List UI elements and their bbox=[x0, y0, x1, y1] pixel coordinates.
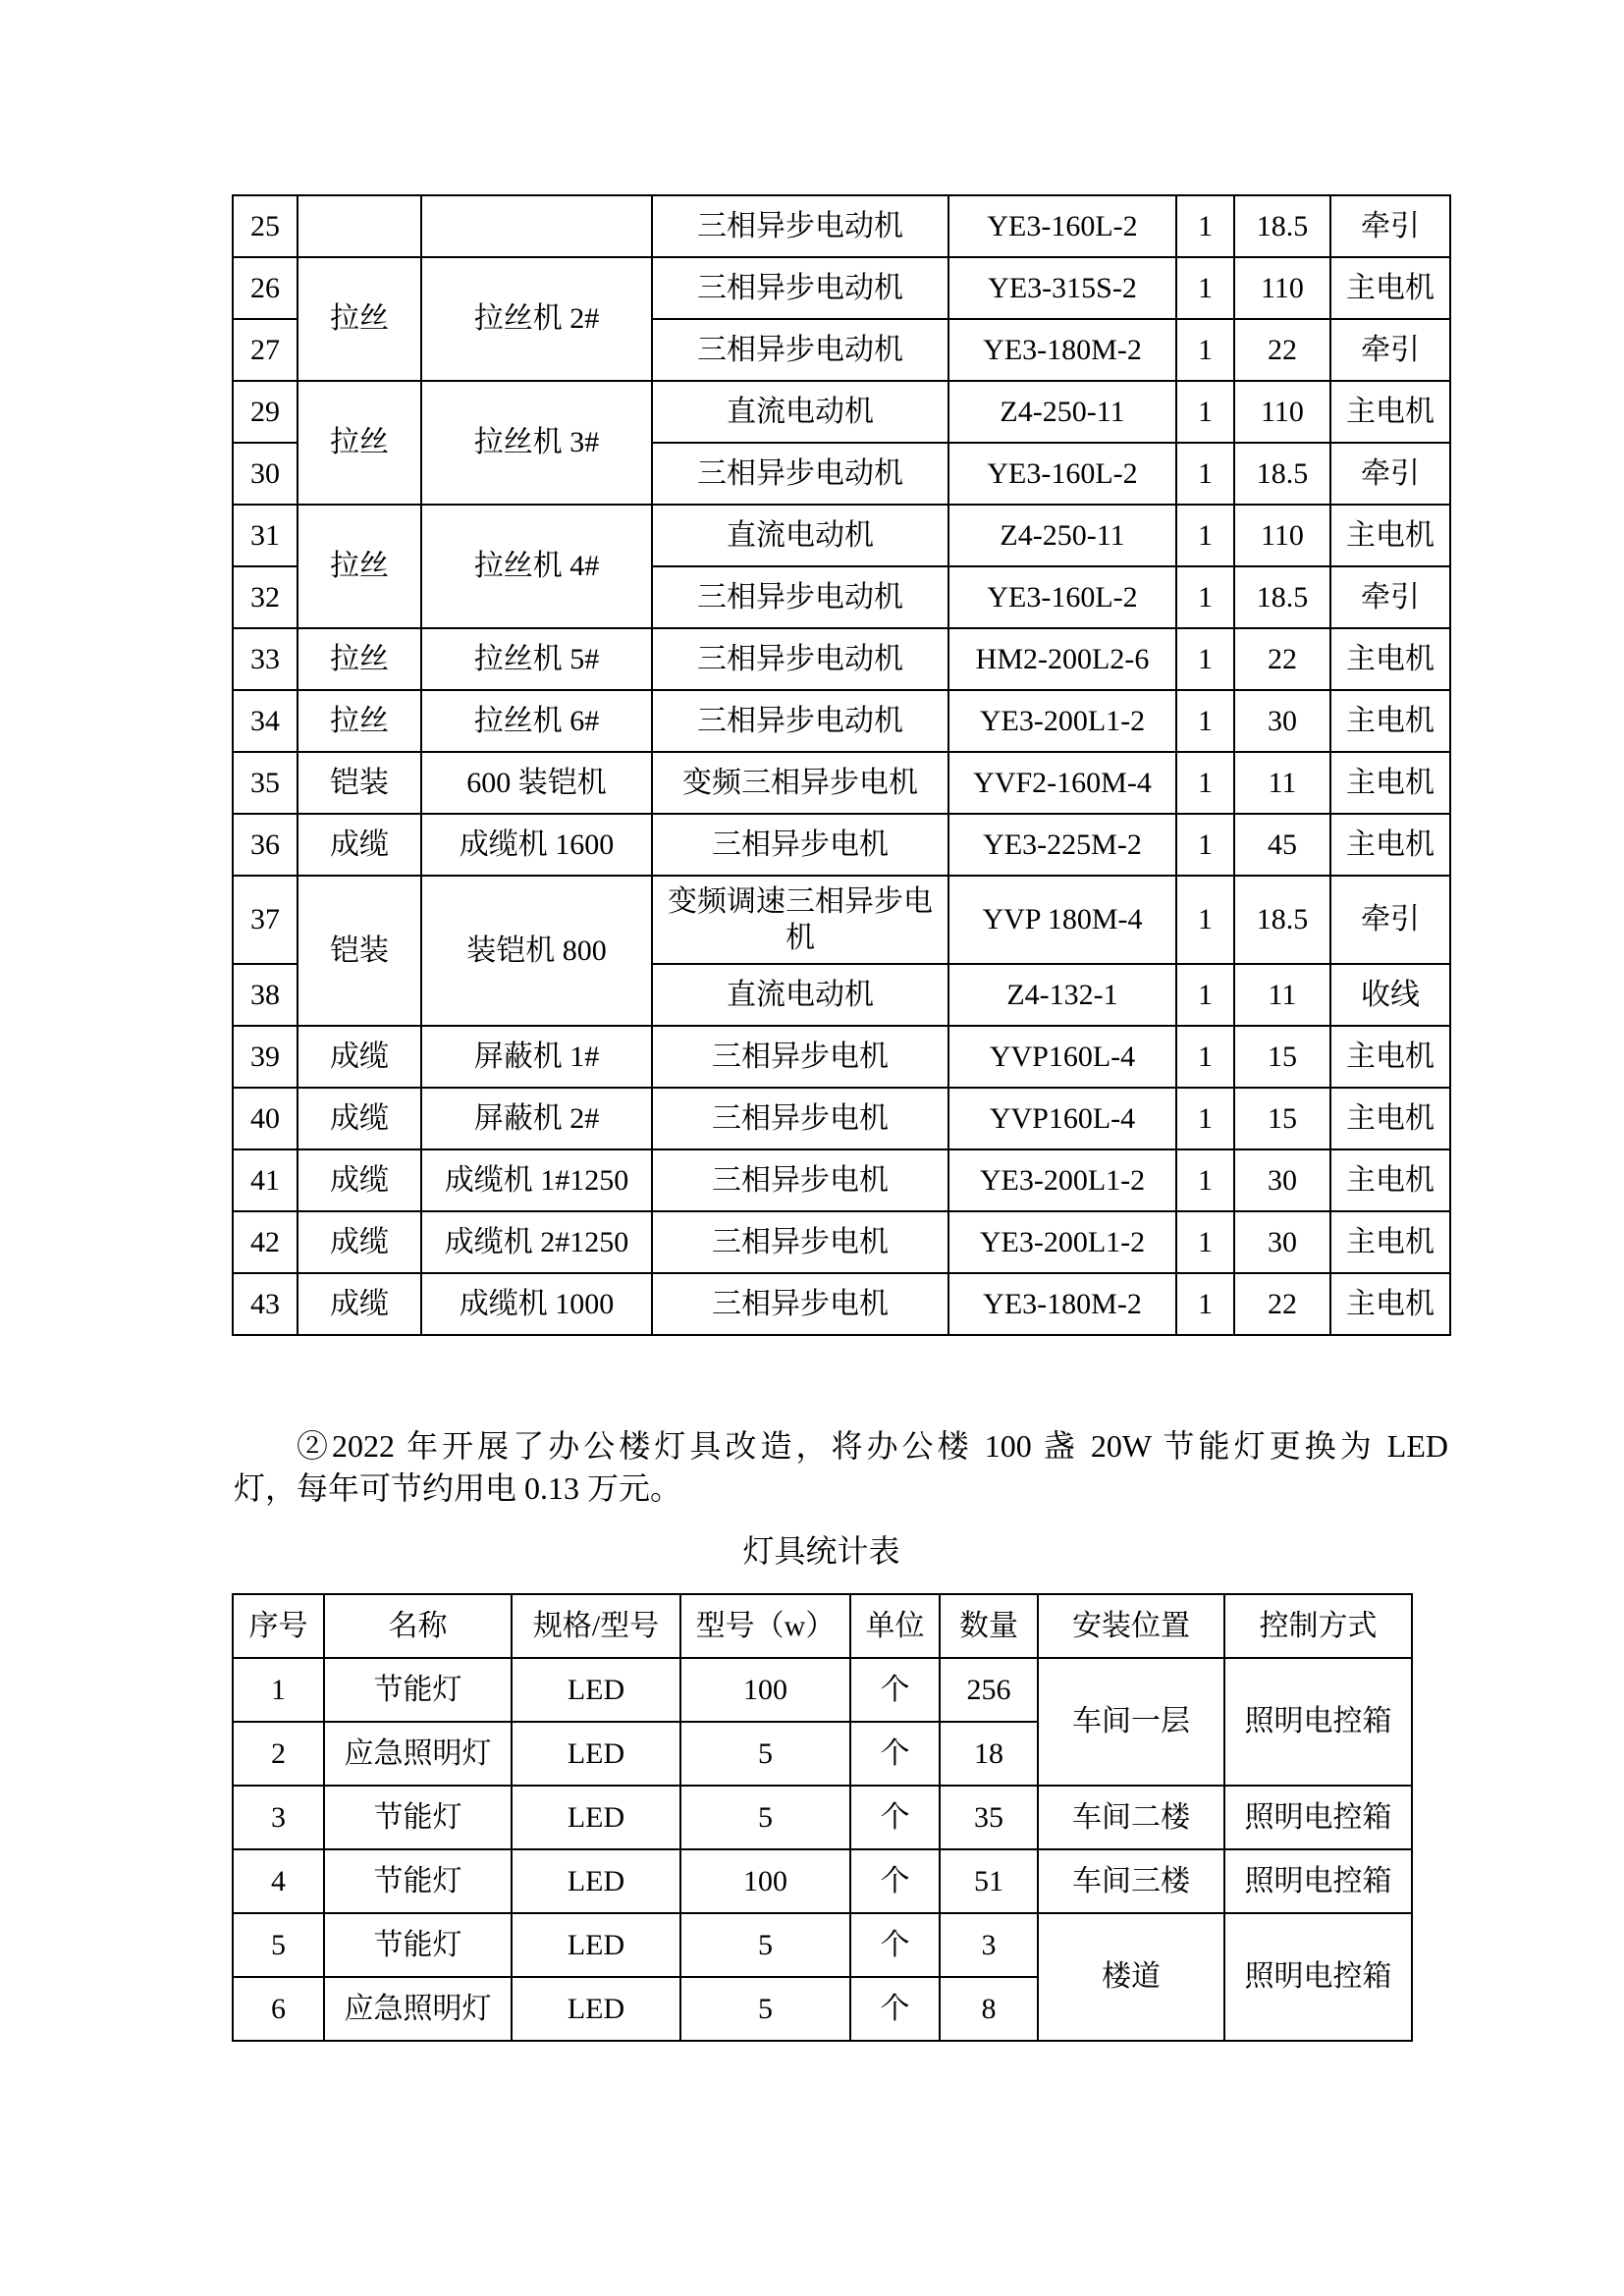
motor-type-cell: 直流电动机 bbox=[652, 381, 948, 443]
quantity-header: 数量 bbox=[940, 1594, 1038, 1658]
usage-cell: 主电机 bbox=[1330, 505, 1450, 566]
power-kw-cell: 22 bbox=[1234, 1273, 1330, 1335]
seq-no-cell: 6 bbox=[233, 1977, 324, 2041]
quantity-cell: 1 bbox=[1176, 814, 1234, 876]
unit-header: 单位 bbox=[850, 1594, 940, 1658]
row-number-cell: 35 bbox=[233, 752, 298, 814]
model-cell: Z4-132-1 bbox=[948, 964, 1176, 1026]
usage-cell: 主电机 bbox=[1330, 1088, 1450, 1149]
model-w-cell: 5 bbox=[680, 1977, 850, 2041]
quantity-cell: 51 bbox=[940, 1849, 1038, 1913]
motor-type-cell: 直流电动机 bbox=[652, 505, 948, 566]
model-w-cell: 100 bbox=[680, 1849, 850, 1913]
table-row bbox=[233, 752, 1450, 814]
table-row bbox=[233, 1786, 1412, 1849]
quantity-cell: 1 bbox=[1176, 257, 1234, 319]
model-cell: YVP160L-4 bbox=[948, 1088, 1176, 1149]
usage-cell: 主电机 bbox=[1330, 1273, 1450, 1335]
lamp-statistics-table bbox=[232, 1593, 1413, 2042]
motor-type-cell: 三相异步电机 bbox=[652, 814, 948, 876]
equipment-name-cell: 成缆机 1600 bbox=[421, 814, 652, 876]
table-row bbox=[233, 505, 1450, 566]
row-number-cell: 38 bbox=[233, 964, 298, 1026]
unit-cell: 个 bbox=[850, 1786, 940, 1849]
equipment-name-cell: 成缆机 2#1250 bbox=[421, 1211, 652, 1273]
table-row bbox=[233, 814, 1450, 876]
name-header: 名称 bbox=[324, 1594, 512, 1658]
model-w-cell: 5 bbox=[680, 1722, 850, 1786]
usage-cell: 主电机 bbox=[1330, 752, 1450, 814]
table-row bbox=[233, 257, 1450, 319]
usage-cell: 主电机 bbox=[1330, 1211, 1450, 1273]
paragraph-line-1: ②2022 年开展了办公楼灯具改造，将办公楼 100 盏 20W 节能灯更换为 LED bbox=[297, 1428, 1448, 1464]
process-cell: 成缆 bbox=[298, 1149, 421, 1211]
process-cell: 拉丝 bbox=[298, 257, 421, 381]
motor-type-cell: 三相异步电动机 bbox=[652, 443, 948, 505]
equipment-name-cell: 屏蔽机 1# bbox=[421, 1026, 652, 1088]
spec-model-cell: LED bbox=[512, 1658, 680, 1722]
quantity-cell: 256 bbox=[940, 1658, 1038, 1722]
install-location-cell: 楼道 bbox=[1038, 1913, 1224, 2041]
usage-cell: 主电机 bbox=[1330, 690, 1450, 752]
power-kw-cell: 30 bbox=[1234, 1149, 1330, 1211]
paragraph-line-2: 灯，每年可节约用电 0.13 万元。 bbox=[234, 1470, 682, 1506]
model-w-cell: 100 bbox=[680, 1658, 850, 1722]
quantity-cell: 1 bbox=[1176, 381, 1234, 443]
model-cell: YE3-200L1-2 bbox=[948, 1211, 1176, 1273]
seq-no-cell: 4 bbox=[233, 1849, 324, 1913]
model-w-header: 型号（w） bbox=[680, 1594, 850, 1658]
power-kw-cell: 18.5 bbox=[1234, 443, 1330, 505]
process-cell: 成缆 bbox=[298, 814, 421, 876]
model-w-cell: 5 bbox=[680, 1786, 850, 1849]
power-kw-cell: 11 bbox=[1234, 964, 1330, 1026]
name-cell: 节能灯 bbox=[324, 1786, 512, 1849]
power-kw-cell: 45 bbox=[1234, 814, 1330, 876]
process-cell: 拉丝 bbox=[298, 628, 421, 690]
quantity-cell: 35 bbox=[940, 1786, 1038, 1849]
process-cell: 铠装 bbox=[298, 752, 421, 814]
model-cell: Z4-250-11 bbox=[948, 505, 1176, 566]
quantity-cell: 8 bbox=[940, 1977, 1038, 2041]
quantity-cell: 1 bbox=[1176, 876, 1234, 964]
seq-no-header: 序号 bbox=[233, 1594, 324, 1658]
equipment-name-cell: 拉丝机 6# bbox=[421, 690, 652, 752]
name-cell: 节能灯 bbox=[324, 1849, 512, 1913]
table-row bbox=[233, 628, 1450, 690]
equipment-name-cell: 装铠机 800 bbox=[421, 876, 652, 1026]
power-kw-cell: 22 bbox=[1234, 628, 1330, 690]
install-location-cell: 车间一层 bbox=[1038, 1658, 1224, 1786]
power-kw-cell: 110 bbox=[1234, 381, 1330, 443]
control-mode-header: 控制方式 bbox=[1224, 1594, 1412, 1658]
quantity-cell: 1 bbox=[1176, 505, 1234, 566]
unit-cell: 个 bbox=[850, 1658, 940, 1722]
motor-type-cell: 三相异步电动机 bbox=[652, 628, 948, 690]
equipment-name-cell: 拉丝机 4# bbox=[421, 505, 652, 628]
quantity-cell: 1 bbox=[1176, 443, 1234, 505]
quantity-cell: 1 bbox=[1176, 1026, 1234, 1088]
model-cell: YVP160L-4 bbox=[948, 1026, 1176, 1088]
equipment-name-cell: 600 装铠机 bbox=[421, 752, 652, 814]
motor-type-cell: 三相异步电机 bbox=[652, 1026, 948, 1088]
row-number-cell: 32 bbox=[233, 566, 298, 628]
model-cell: YVP 180M-4 bbox=[948, 876, 1176, 964]
row-number-cell: 36 bbox=[233, 814, 298, 876]
model-cell: YE3-225M-2 bbox=[948, 814, 1176, 876]
process-cell: 拉丝 bbox=[298, 690, 421, 752]
quantity-cell: 1 bbox=[1176, 964, 1234, 1026]
power-kw-cell: 110 bbox=[1234, 257, 1330, 319]
row-number-cell: 42 bbox=[233, 1211, 298, 1273]
usage-cell: 收线 bbox=[1330, 964, 1450, 1026]
equipment-name-cell: 成缆机 1#1250 bbox=[421, 1149, 652, 1211]
motor-type-cell: 三相异步电动机 bbox=[652, 566, 948, 628]
equipment-name-cell bbox=[421, 195, 652, 257]
quantity-cell: 18 bbox=[940, 1722, 1038, 1786]
process-cell: 拉丝 bbox=[298, 381, 421, 505]
install-location-header: 安装位置 bbox=[1038, 1594, 1224, 1658]
seq-no-cell: 1 bbox=[233, 1658, 324, 1722]
model-cell: YE3-200L1-2 bbox=[948, 690, 1176, 752]
table-header-row bbox=[233, 1594, 1412, 1658]
lamp-table-title: 灯具统计表 bbox=[742, 1533, 900, 1569]
spec-model-cell: LED bbox=[512, 1722, 680, 1786]
table-row bbox=[233, 876, 1450, 964]
motor-type-cell: 三相异步电机 bbox=[652, 1149, 948, 1211]
spec-model-cell: LED bbox=[512, 1786, 680, 1849]
motor-type-cell: 三相异步电动机 bbox=[652, 690, 948, 752]
power-kw-cell: 18.5 bbox=[1234, 876, 1330, 964]
power-kw-cell: 18.5 bbox=[1234, 566, 1330, 628]
control-mode-cell: 照明电控箱 bbox=[1224, 1913, 1412, 2041]
usage-cell: 牵引 bbox=[1330, 566, 1450, 628]
model-cell: YE3-160L-2 bbox=[948, 566, 1176, 628]
row-number-cell: 25 bbox=[233, 195, 298, 257]
table-row bbox=[233, 1273, 1450, 1335]
note-paragraph bbox=[234, 1425, 1448, 1510]
seq-no-cell: 5 bbox=[233, 1913, 324, 1977]
unit-cell: 个 bbox=[850, 1722, 940, 1786]
table-row bbox=[233, 1088, 1450, 1149]
row-number-cell: 34 bbox=[233, 690, 298, 752]
table-row bbox=[233, 690, 1450, 752]
power-kw-cell: 110 bbox=[1234, 505, 1330, 566]
control-mode-cell: 照明电控箱 bbox=[1224, 1786, 1412, 1849]
table-row bbox=[233, 1913, 1412, 1977]
process-cell: 成缆 bbox=[298, 1273, 421, 1335]
name-cell: 应急照明灯 bbox=[324, 1977, 512, 2041]
quantity-cell: 1 bbox=[1176, 1149, 1234, 1211]
install-location-cell: 车间二楼 bbox=[1038, 1786, 1224, 1849]
row-number-cell: 43 bbox=[233, 1273, 298, 1335]
quantity-cell: 1 bbox=[1176, 690, 1234, 752]
quantity-cell: 1 bbox=[1176, 1211, 1234, 1273]
power-kw-cell: 15 bbox=[1234, 1026, 1330, 1088]
usage-cell: 牵引 bbox=[1330, 876, 1450, 964]
quantity-cell: 1 bbox=[1176, 566, 1234, 628]
usage-cell: 牵引 bbox=[1330, 443, 1450, 505]
quantity-cell: 1 bbox=[1176, 752, 1234, 814]
motor-type-cell: 三相异步电动机 bbox=[652, 257, 948, 319]
process-cell bbox=[298, 195, 421, 257]
usage-cell: 主电机 bbox=[1330, 814, 1450, 876]
row-number-cell: 41 bbox=[233, 1149, 298, 1211]
model-cell: YVF2-160M-4 bbox=[948, 752, 1176, 814]
name-cell: 应急照明灯 bbox=[324, 1722, 512, 1786]
motor-type-cell: 三相异步电机 bbox=[652, 1088, 948, 1149]
row-number-cell: 33 bbox=[233, 628, 298, 690]
row-number-cell: 40 bbox=[233, 1088, 298, 1149]
power-kw-cell: 15 bbox=[1234, 1088, 1330, 1149]
row-number-cell: 26 bbox=[233, 257, 298, 319]
power-kw-cell: 11 bbox=[1234, 752, 1330, 814]
model-w-cell: 5 bbox=[680, 1913, 850, 1977]
power-kw-cell: 22 bbox=[1234, 319, 1330, 381]
equipment-name-cell: 屏蔽机 2# bbox=[421, 1088, 652, 1149]
model-cell: HM2-200L2-6 bbox=[948, 628, 1176, 690]
usage-cell: 主电机 bbox=[1330, 381, 1450, 443]
equipment-name-cell: 拉丝机 3# bbox=[421, 381, 652, 505]
process-cell: 成缆 bbox=[298, 1211, 421, 1273]
name-cell: 节能灯 bbox=[324, 1658, 512, 1722]
usage-cell: 主电机 bbox=[1330, 1149, 1450, 1211]
model-cell: Z4-250-11 bbox=[948, 381, 1176, 443]
process-cell: 铠装 bbox=[298, 876, 421, 1026]
quantity-cell: 1 bbox=[1176, 195, 1234, 257]
motor-type-cell: 三相异步电机 bbox=[652, 1273, 948, 1335]
equipment-name-cell: 拉丝机 2# bbox=[421, 257, 652, 381]
quantity-cell: 1 bbox=[1176, 1273, 1234, 1335]
control-mode-cell: 照明电控箱 bbox=[1224, 1849, 1412, 1913]
process-cell: 成缆 bbox=[298, 1026, 421, 1088]
table-row bbox=[233, 195, 1450, 257]
motor-type-cell: 三相异步电机 bbox=[652, 1211, 948, 1273]
motor-type-cell: 三相异步电动机 bbox=[652, 195, 948, 257]
motor-type-cell: 变频调速三相异步电机 bbox=[652, 876, 948, 964]
seq-no-cell: 2 bbox=[233, 1722, 324, 1786]
name-cell: 节能灯 bbox=[324, 1913, 512, 1977]
control-mode-cell: 照明电控箱 bbox=[1224, 1658, 1412, 1786]
motor-type-cell: 直流电动机 bbox=[652, 964, 948, 1026]
table-row bbox=[233, 1149, 1450, 1211]
model-cell: YE3-200L1-2 bbox=[948, 1149, 1176, 1211]
seq-no-cell: 3 bbox=[233, 1786, 324, 1849]
power-kw-cell: 30 bbox=[1234, 690, 1330, 752]
spec-model-cell: LED bbox=[512, 1913, 680, 1977]
usage-cell: 牵引 bbox=[1330, 195, 1450, 257]
usage-cell: 牵引 bbox=[1330, 319, 1450, 381]
row-number-cell: 27 bbox=[233, 319, 298, 381]
spec-model-cell: LED bbox=[512, 1977, 680, 2041]
motor-equipment-table bbox=[232, 194, 1451, 1336]
table-row bbox=[233, 1849, 1412, 1913]
usage-cell: 主电机 bbox=[1330, 628, 1450, 690]
table-row bbox=[233, 381, 1450, 443]
motor-type-cell: 三相异步电动机 bbox=[652, 319, 948, 381]
table-row bbox=[233, 1211, 1450, 1273]
model-cell: YE3-315S-2 bbox=[948, 257, 1176, 319]
motor-type-cell: 变频三相异步电机 bbox=[652, 752, 948, 814]
install-location-cell: 车间三楼 bbox=[1038, 1849, 1224, 1913]
unit-cell: 个 bbox=[850, 1849, 940, 1913]
process-cell: 拉丝 bbox=[298, 505, 421, 628]
power-kw-cell: 18.5 bbox=[1234, 195, 1330, 257]
power-kw-cell: 30 bbox=[1234, 1211, 1330, 1273]
quantity-cell: 1 bbox=[1176, 1088, 1234, 1149]
row-number-cell: 37 bbox=[233, 876, 298, 964]
equipment-name-cell: 成缆机 1000 bbox=[421, 1273, 652, 1335]
unit-cell: 个 bbox=[850, 1913, 940, 1977]
usage-cell: 主电机 bbox=[1330, 1026, 1450, 1088]
row-number-cell: 29 bbox=[233, 381, 298, 443]
row-number-cell: 39 bbox=[233, 1026, 298, 1088]
spec-model-cell: LED bbox=[512, 1849, 680, 1913]
model-cell: YE3-180M-2 bbox=[948, 1273, 1176, 1335]
equipment-name-cell: 拉丝机 5# bbox=[421, 628, 652, 690]
usage-cell: 主电机 bbox=[1330, 257, 1450, 319]
table-row bbox=[233, 1658, 1412, 1722]
unit-cell: 个 bbox=[850, 1977, 940, 2041]
quantity-cell: 1 bbox=[1176, 628, 1234, 690]
row-number-cell: 31 bbox=[233, 505, 298, 566]
model-cell: YE3-180M-2 bbox=[948, 319, 1176, 381]
table-row bbox=[233, 1026, 1450, 1088]
model-cell: YE3-160L-2 bbox=[948, 195, 1176, 257]
spec-model-header: 规格/型号 bbox=[512, 1594, 680, 1658]
quantity-cell: 3 bbox=[940, 1913, 1038, 1977]
model-cell: YE3-160L-2 bbox=[948, 443, 1176, 505]
row-number-cell: 30 bbox=[233, 443, 298, 505]
quantity-cell: 1 bbox=[1176, 319, 1234, 381]
process-cell: 成缆 bbox=[298, 1088, 421, 1149]
